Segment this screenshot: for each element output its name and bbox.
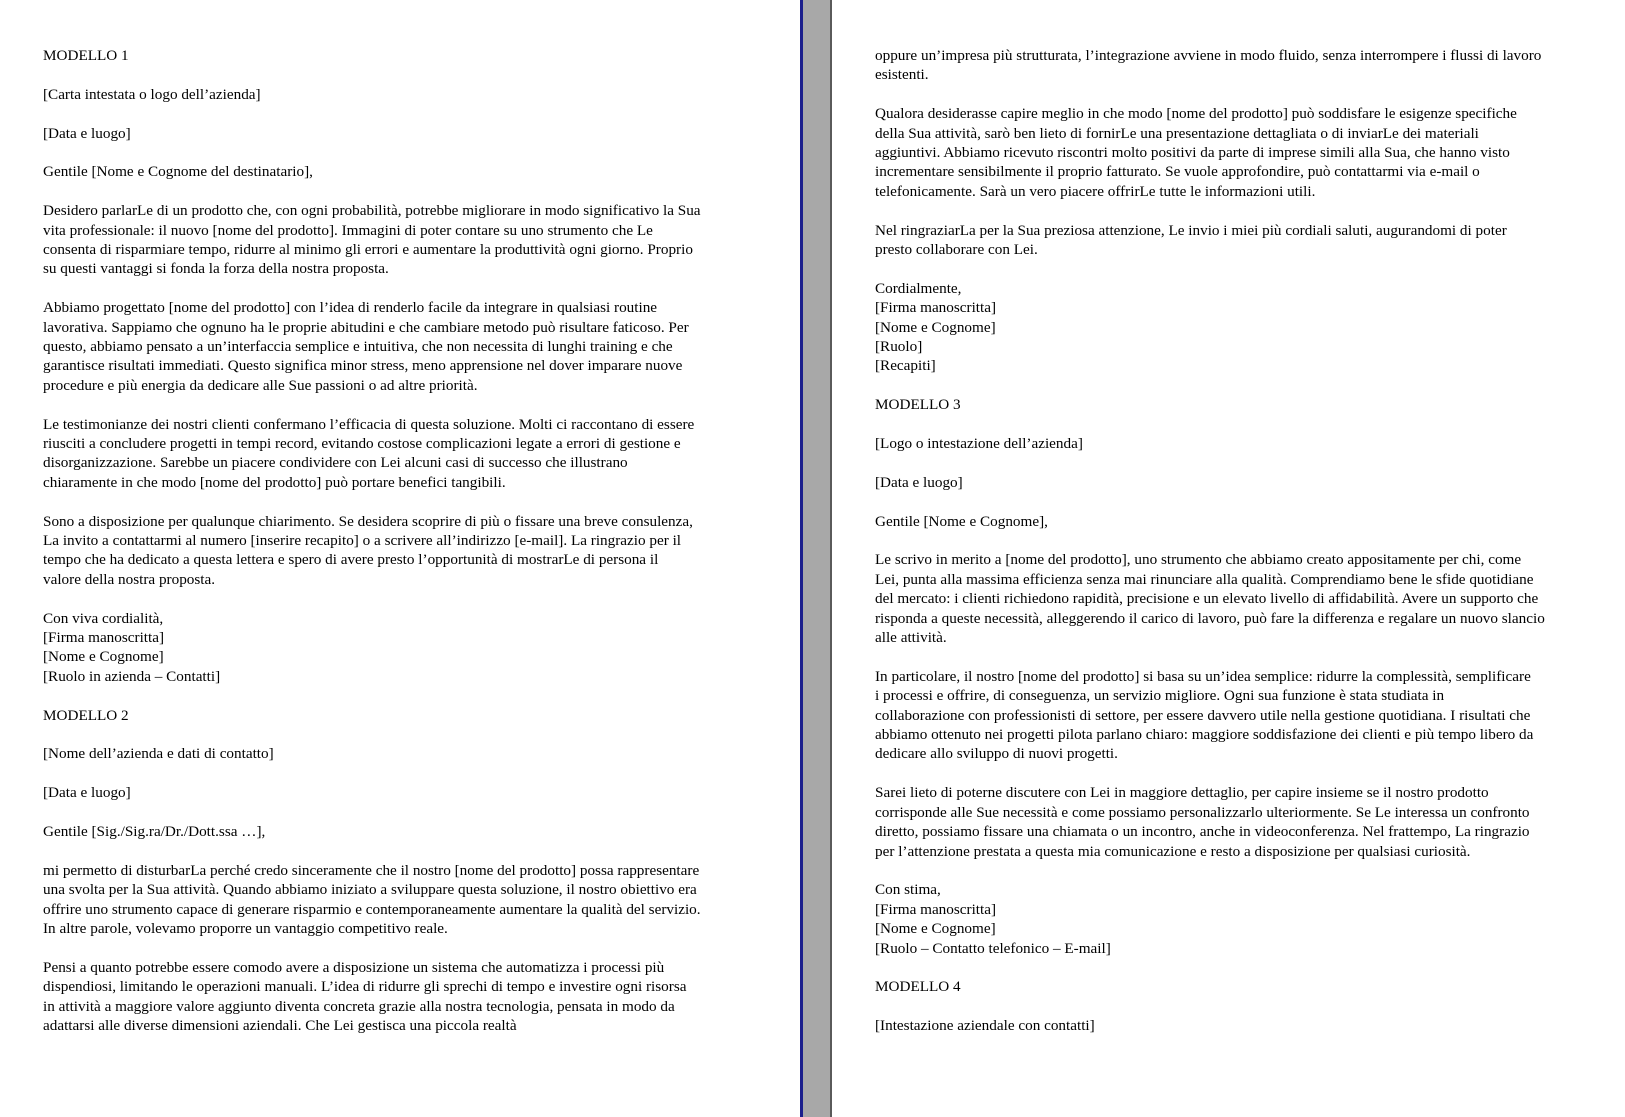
modello3-logo: [Logo o intestazione dell’azienda]: [875, 435, 1083, 453]
modello3-name: [Nome e Cognome]: [875, 920, 996, 938]
modello2-company: [Nome dell’azienda e dati di contatto]: [43, 745, 274, 763]
modello2-contacts: [Recapiti]: [875, 357, 936, 375]
modello2-paragraph-2: Pensi a quanto potrebbe essere comodo avere a disposizione un sistema che automatizza i processi più dispendiosi, limitando le operazioni manuali. L’idea di ridurre gli sprechi di tempo e investire ogni risorsa in attività a maggiore valore aggiunto diventa concreta grazie alla nostra tecnologia, pensata in modo da adattarsi alle diverse dimensioni aziendali. Che Lei gestisca una piccola realtà: [43, 958, 687, 1035]
modello2-name: [Nome e Cognome]: [875, 318, 996, 336]
modello3-signature-block: [875, 880, 1611, 958]
modello2-signature-block: [875, 279, 1611, 376]
modello1-signature-block: [43, 609, 780, 687]
modello1-signature: [Firma manoscritta]: [43, 629, 165, 647]
modello3-paragraph-2: In particolare, il nostro [nome del prodotto] si basa su un’idea semplice: ridurre la complessità, semplificare i processi e offrire, di conseguenza, un servizio migliore. Ogni sua funzione è stata studiata in collaborazione con professionisti di settore, per essere davvero utile nella gestione quotidiana. I risultati che abbiamo ottenuto nei progetti pilota parlano chiaro: maggiore soddisfazione dei clienti e più tempo libero da dedicare allo sviluppo di nuovi progetti.: [875, 667, 1534, 763]
document-page-right: [832, 0, 1625, 1117]
modello1-letterhead: [Carta intestata o logo dell’azienda]: [43, 85, 261, 103]
modello2-title: MODELLO 2: [43, 706, 129, 724]
modello1-paragraph-1: Desidero parlarLe di un prodotto che, con ogni probabilità, potrebbe migliorare in modo significativo la Sua vita professionale: il nuovo [nome del prodotto]. Immagini di poter contare su uno strumento che Le consenta di risparmiare tempo, ridurre al minimo gli errori e aumentare la produttività ogni giorno. Proprio su questi vantaggi si fonda la forza della nostra proposta.: [43, 202, 701, 278]
modello1-role: [Ruolo in azienda – Contatti]: [43, 667, 221, 685]
modello3-date: [Data e luogo]: [875, 473, 963, 491]
document-page-left: [0, 0, 800, 1117]
modello2-paragraph-3: Qualora desiderasse capire meglio in che modo [nome del prodotto] può soddisfare le esigenze specifiche della Sua attività, sarò ben lieto di fornirLe una presentazione dettagliata o di inviarLe dei materiali aggiuntivi. Abbiamo ricevuto riscontri molto positivi da parte di imprese simili alla Sua, che hanno visto incrementare sensibilmente il proprio fatturato. Se vuole approfondire, può contattarmi via e-mail o telefonicamente. Sarà un vero piacere offrirLe tutte le informazioni utili.: [875, 105, 1517, 200]
modello2-paragraph-2-continued: oppure un’impresa più strutturata, l’integrazione avviene in modo fluido, senza interrompere i flussi di lavoro esistenti.: [875, 47, 1542, 84]
modello1-title: MODELLO 1: [43, 47, 129, 64]
modello2-role: [Ruolo]: [875, 338, 923, 356]
modello1-greeting: Gentile [Nome e Cognome del destinatario],: [43, 163, 313, 181]
modello1-date: [Data e luogo]: [43, 124, 131, 142]
modello1-paragraph-3: Le testimonianze dei nostri clienti confermano l’efficacia di questa soluzione. Molti ci raccontano di essere riusciti a concludere progetti in tempi record, evitando costose complicazioni legate a errori di gestione e disorganizzazione. Sarebbe un piacere condividere con Lei alcuni casi di successo che illustrano chiaramente in che modo [nome del prodotto] può portare benefici tangibili.: [43, 415, 695, 491]
modello2-date: [Data e luogo]: [43, 784, 131, 802]
modello1-closing: Con viva cordialità,: [43, 609, 164, 627]
modello3-closing: Con stima,: [875, 881, 941, 899]
modello2-greeting: Gentile [Sig./Sig.ra/Dr./Dott.ssa …],: [43, 823, 266, 841]
modello2-closing: Cordialmente,: [875, 279, 962, 297]
modello2-paragraph-4: Nel ringraziarLa per la Sua preziosa attenzione, Le invio i miei più cordiali saluti, augurandomi di poter presto collaborare con Lei.: [875, 221, 1507, 259]
modello4-title: MODELLO 4: [875, 978, 961, 996]
modello1-name: [Nome e Cognome]: [43, 648, 164, 666]
modello3-greeting: Gentile [Nome e Cognome],: [875, 512, 1048, 530]
modello1-paragraph-4: Sono a disposizione per qualunque chiarimento. Se desidera scoprire di più o fissare una breve consulenza, La invito a contattarmi al numero [inserire recapito] o a scrivere all’indirizzo [e-mail]. La ringrazio per il tempo che ha dedicato a questa lettera e spero di avere presto l’opportunità di mostrarLe di persona il valore della nostra proposta.: [43, 512, 693, 588]
modello3-paragraph-3: Sarei lieto di poterne discutere con Lei in maggiore dettaglio, per capire insieme se il nostro prodotto corrisponde alle Sue necessità e come possiamo personalizzarlo ulteriormente. Se Le interessa un confronto diretto, possiamo fissare una chiamata o un incontro, anche in videoconferenza. Nel frattempo, La ringrazio per l’attenzione prestata a questa mia comunicazione e resto a disposizione per qualsiasi curiosità.: [875, 784, 1530, 860]
modello2-paragraph-1: mi permetto di disturbarLa perché credo sinceramente che il nostro [nome del prodotto] possa rappresentare una svolta per la Sua attività. Quando abbiamo iniziato a sviluppare questa soluzione, il nostro obiettivo era offrire uno strumento capace di generare risparmio e contemporaneamente aumentare la qualità del servizio. In altre parole, volevamo proporre un vantaggio competitivo reale.: [43, 861, 701, 938]
page-gutter: [803, 0, 830, 1117]
modello1-paragraph-2: Abbiamo progettato [nome del prodotto] con l’idea di renderlo facile da integrare in qualsiasi routine lavorativa. Sappiamo che ognuno ha le proprie abitudini e che cambiare metodo può risultare faticoso. Per questo, abbiamo pensato a un’interfaccia semplice e intuitiva, che non necessita di lunghi training e che garantisce risultati immediati. Questo significa minor stress, meno apprensione nel dover imparare nuove procedure e più energia da dedicare alle Sue passioni o ad altre priorità.: [43, 299, 689, 394]
modello3-signature: [Firma manoscritta]: [875, 900, 997, 918]
modello3-title: MODELLO 3: [875, 396, 961, 414]
modello3-role: [Ruolo – Contatto telefonico – E-mail]: [875, 939, 1111, 957]
modello3-paragraph-1: Le scrivo in merito a [nome del prodotto], uno strumento che abbiamo creato appositamente per chi, come Lei, punta alla massima efficienza senza mai rinunciare alla qualità. Comprendiamo bene le sfide quotidiane del mercato: i clienti richiedono rapidità, precisione e un elevato livello di affidabilità. Avere un supporto che risponda a queste necessità, alleggerendo il carico di lavoro, può fare la differenza e regalare un nuovo slancio alle attività.: [875, 551, 1545, 647]
modello4-header: [Intestazione aziendale con contatti]: [875, 1017, 1095, 1035]
modello2-signature: [Firma manoscritta]: [875, 299, 997, 317]
